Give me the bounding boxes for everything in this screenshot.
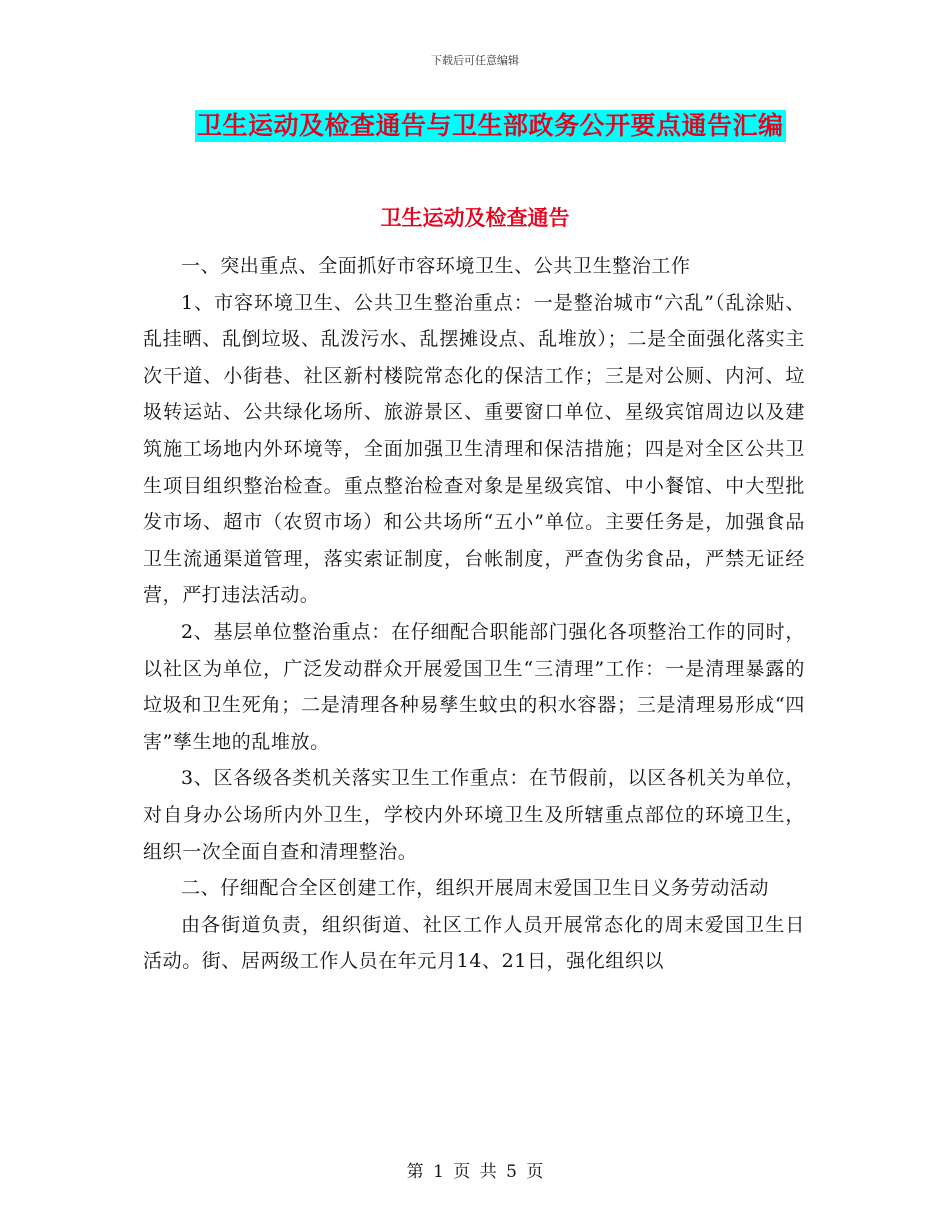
section-title: 卫生运动及检查通告 — [380, 206, 570, 230]
paragraph: 二、仔细配合全区创建工作，组织开展周末爱国卫生日义务劳动活动 — [181, 877, 770, 900]
page-header-note: 下载后可任意编辑 — [431, 54, 519, 67]
page-footer-number: 第 1 页 共 5 页 — [406, 1162, 544, 1182]
document-body — [143, 248, 805, 980]
paragraph: 2、基层单位整治重点：在仔细配合职能部门强化各项整治工作的同时，以社区为单位，广泛发动群众开展爱国卫生“三清理”工作：一是清理暴露的垃圾和卫生死角；二是清理各种易孳生蚊虫的积水容器；三是清理易形成“四害”孳生地的乱堆放。 — [143, 620, 805, 753]
document-title: 卫生运动及检查通告与卫生部政务公开要点通告汇编 — [197, 111, 784, 140]
paragraph: 一、突出重点、全面抓好市容环境卫生、公共卫生整治工作 — [181, 255, 691, 277]
paragraph: 1、市容环境卫生、公共卫生整治重点：一是整治城市“六乱”（乱涂贴、乱挂晒、乱倒垃圾、乱泼污水、乱摆摊设点、乱堆放）；二是全面强化落实主次干道、小街巷、社区新村楼院常态化的保洁工作；三是对公厕、内河、垃圾转运站、公共绿化场所、旅游景区、重要窗口单位、星级宾馆周边以及建筑施工场地内外环境等，全面加强卫生清理和保洁措施；四是对全区公共卫生项目组织整治检查。重点整治检查对象是星级宾馆、中小餐馆、中大型批发市场、超市（农贸市场）和公共场所“五小”单位。主要任务是，加强食品卫生流通渠道管理，落实索证制度，台帐制度，严查伪劣食品，严禁无证经营，严打违法活动。 — [143, 291, 805, 607]
paragraph: 3、区各级各类机关落实卫生工作重点：在节假前，以区各机关为单位，对自身办公场所内外卫生，学校内外环境卫生及所辖重点部位的环境卫生，组织一次全面自查和清理整治。 — [143, 767, 805, 863]
paragraph: 由各街道负责，组织街道、社区工作人员开展常态化的周末爱国卫生日活动。街、居两级工作人员在年元月14、21日，强化组织以 — [143, 913, 805, 973]
